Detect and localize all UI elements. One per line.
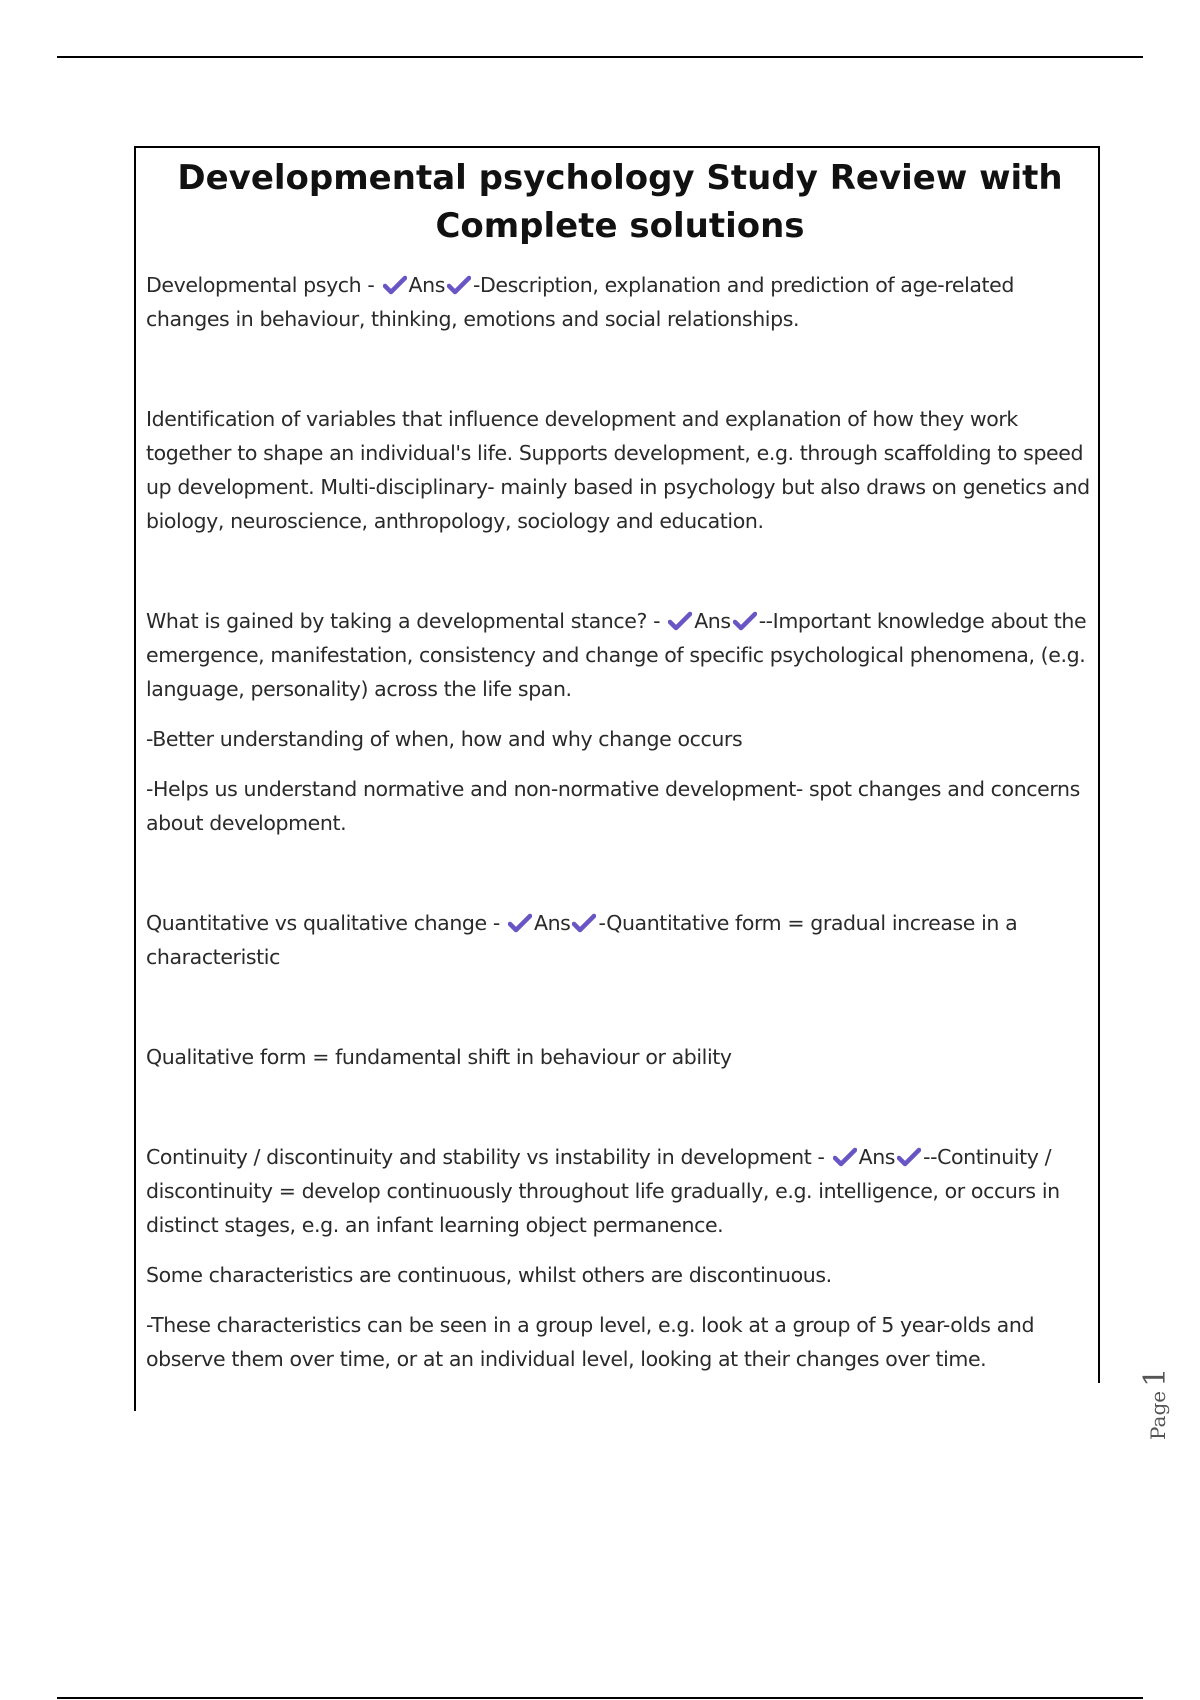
- paragraph-better-understanding: -Better understanding of when, how and why change occurs: [146, 727, 743, 751]
- paragraph-normative-development: -Helps us understand normative and non-normative development- spot changes and concerns about development.: [146, 777, 1080, 835]
- check-icon: [447, 275, 471, 295]
- page-word: Page: [1146, 1390, 1170, 1440]
- paragraph-group-individual-level: -These characteristics can be seen in a group level, e.g. look at a group of 5 year-olds and observe them over time, or at an individual level, looking at their changes over time.: [146, 1313, 1035, 1371]
- document-title: Developmental psychology Study Review with Complete solutions: [177, 158, 1063, 246]
- paragraph-qualitative-form: Qualitative form = fundamental shift in behaviour or ability: [146, 1045, 732, 1069]
- qa-item-developmental-stance: [146, 604, 1094, 706]
- document-body: [146, 146, 1094, 1376]
- frame-cut: [1096, 1383, 1104, 1413]
- qa-item-developmental-psych: [146, 268, 1094, 336]
- question-text: What is gained by taking a developmental stance? -: [146, 609, 667, 633]
- question-text: Developmental psych -: [146, 273, 381, 297]
- page-number: 1: [1138, 1367, 1173, 1387]
- check-icon: [572, 913, 596, 933]
- qa-item-quantitative-qualitative: [146, 906, 1094, 974]
- question-text: Continuity / discontinuity and stability vs instability in development -: [146, 1145, 831, 1169]
- qa-item-continuity-discontinuity: [146, 1140, 1094, 1242]
- paragraph-continuous-discontinuous: Some characteristics are continuous, whilst others are discontinuous.: [146, 1263, 832, 1287]
- ans-label: Ans: [694, 609, 731, 633]
- page-number-label: [1138, 1368, 1173, 1440]
- ans-label: Ans: [408, 273, 445, 297]
- top-rule: [57, 56, 1143, 58]
- bottom-rule: [57, 1697, 1143, 1699]
- check-icon: [383, 275, 407, 295]
- question-text: Quantitative vs qualitative change -: [146, 911, 506, 935]
- answer-text: -Quantitative form = gradual increase in a characteristic: [146, 911, 1018, 969]
- check-icon: [833, 1147, 857, 1167]
- check-icon: [897, 1147, 921, 1167]
- answer-text: --Important knowledge about the emergence, manifestation, consistency and change of specific psychological phenomena, (e.g. language, personality) across the life span.: [146, 609, 1087, 701]
- check-icon: [668, 611, 692, 631]
- paragraph-variables: Identification of variables that influence development and explanation of how they work together to shape an individual's life. Supports development, e.g. through scaffolding to speed up development. Multi-disciplinary- mainly based in psychology but also draws on genetics and biology, neuroscience, anthropology, sociology and education.: [146, 407, 1090, 533]
- answer-text: -Description, explanation and prediction of age-related changes in behaviour, thinking, emotions and social relationships.: [146, 273, 1014, 331]
- answer-text: --Continuity / discontinuity = develop continuously throughout life gradually, e.g. intelligence, or occurs in distinct stages, e.g. an infant learning object permanence.: [146, 1145, 1060, 1237]
- ans-label: Ans: [858, 1145, 896, 1169]
- check-icon: [733, 611, 757, 631]
- ans-label: Ans: [533, 911, 571, 935]
- check-icon: [508, 913, 532, 933]
